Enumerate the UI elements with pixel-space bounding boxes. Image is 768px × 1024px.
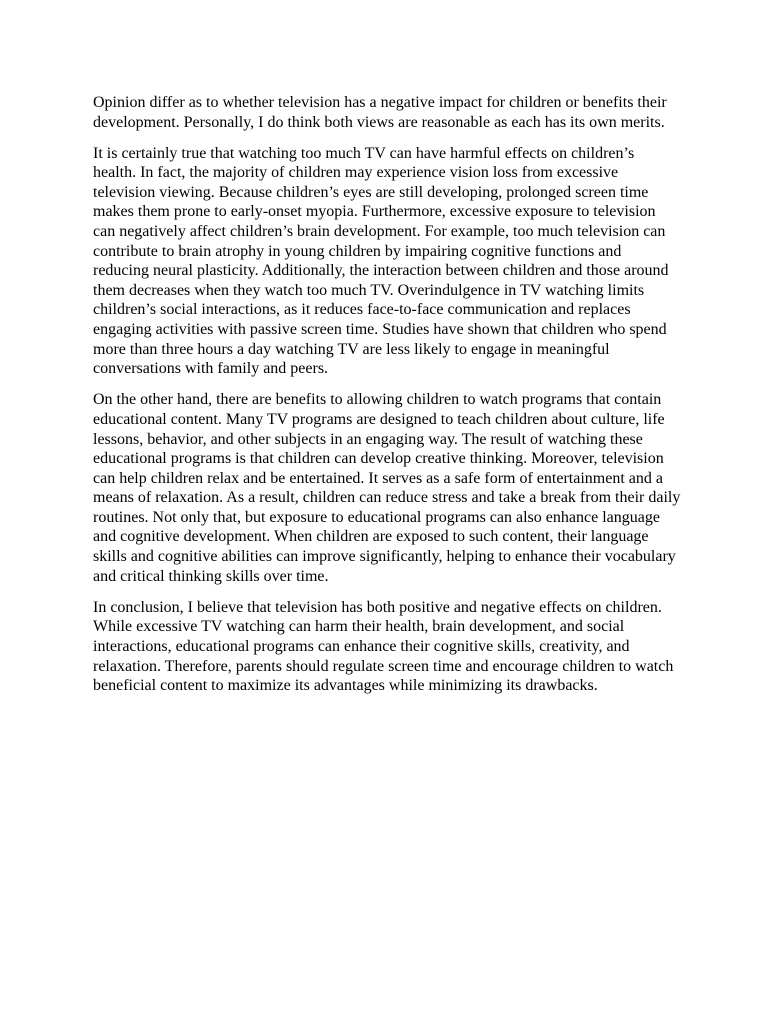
paragraph-positive-effects: On the other hand, there are benefits to allowing children to watch programs that contain educational content. Many TV programs are designed to teach children about culture, life lessons, behavior, and other subjects in an engaging way. The result of watching these educational programs is that children can develop creative thinking. Moreover, television can help children relax and be entertained. It serves as a safe form of entertainment and a means of relaxation. As a result, children can reduce stress and take a break from their daily routines. Not only that, but exposure to educational programs can also enhance language and cognitive development. When children are exposed to such content, their language skills and cognitive abilities can improve significantly, helping to enhance their vocabulary and critical thinking skills over time. [93, 391, 681, 585]
paragraph-conclusion: In conclusion, I believe that television has both positive and negative effects on children. While excessive TV watching can harm their health, brain development, and social interactions, educational programs can enhance their cognitive skills, creativity, and relaxation. Therefore, parents should regulate screen time and encourage children to watch beneficial content to maximize its advantages while minimizing its drawbacks. [93, 598, 674, 695]
paragraph-introduction: Opinion differ as to whether television has a negative impact for children or benefits their development. Personally, I do think both views are reasonable as each has its own merits. [93, 94, 667, 131]
paragraph-negative-effects: It is certainly true that watching too much TV can have harmful effects on children’s health. In fact, the majority of children may experience vision loss from excessive television viewing. Because children’s eyes are still developing, prolonged screen time makes them prone to early-onset myopia. Furthermore, excessive exposure to television can negatively affect children’s brain development. For example, too much television can contribute to brain atrophy in young children by impairing cognitive functions and reducing neural plasticity. Additionally, the interaction between children and those around them decreases when they watch too much TV. Overindulgence in TV watching limits children’s social interactions, as it reduces face-to-face communication and replaces engaging activities with passive screen time. Studies have shown that children who spend more than three hours a day watching TV are less likely to engage in meaningful conversations with family and peers. [93, 144, 669, 378]
document-body [93, 93, 681, 707]
